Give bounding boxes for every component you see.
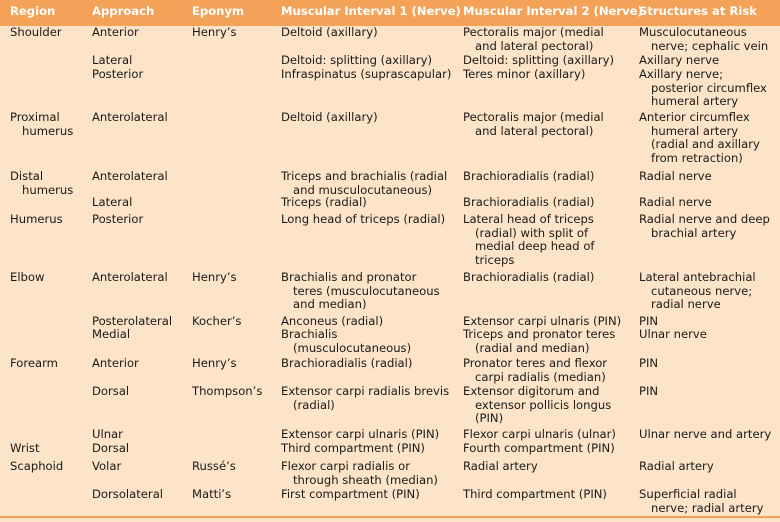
header-eponym: Eponym <box>192 4 245 18</box>
cell-structures-at-risk <box>639 26 768 53</box>
cell-muscular-interval-1-line: First compartment (PIN) <box>281 487 420 501</box>
cell-muscular-interval-1-line: Brachialis and pronator <box>281 270 417 284</box>
cell-muscular-interval-2-line: Radial artery <box>463 459 538 473</box>
cell-structures-at-risk <box>639 385 658 399</box>
cell-structures-at-risk-line: Radial nerve <box>639 195 712 209</box>
cell-muscular-interval-1-line: Triceps (radial) <box>281 195 367 209</box>
cell-structures-at-risk-line: Axillary nerve <box>639 53 720 67</box>
cell-structures-at-risk <box>639 328 707 342</box>
cell-structures-at-risk-line: Musculocutaneous <box>639 25 747 39</box>
cell-structures-at-risk-line: Radial nerve and deep <box>639 212 770 226</box>
cell-region-line: Humerus <box>10 212 63 226</box>
cell-muscular-interval-1 <box>281 196 367 210</box>
cell-muscular-interval-1-line: Brachialis <box>281 327 338 341</box>
cell-muscular-interval-2-line: Extensor carpi ulnaris (PIN) <box>463 314 622 328</box>
cell-muscular-interval-2 <box>463 328 615 355</box>
cell-structures-at-risk-line: PIN <box>639 356 659 370</box>
cell-muscular-interval-2-line: and lateral pectoral) <box>475 123 594 138</box>
cell-eponym-line: Henry’s <box>192 356 237 370</box>
cell-muscular-interval-1 <box>281 68 451 82</box>
header-region: Region <box>10 4 56 18</box>
cell-muscular-interval-2-line: Brachioradialis (radial) <box>463 169 595 183</box>
table-header-row <box>0 0 780 26</box>
cell-eponym <box>192 357 237 371</box>
cell-region <box>10 442 40 456</box>
cell-approach-line: Posterolateral <box>92 314 173 328</box>
cell-structures-at-risk <box>639 213 770 240</box>
cell-approach <box>92 357 139 371</box>
cell-eponym-line: Henry’s <box>192 25 237 39</box>
cell-structures-at-risk-line: from retraction) <box>651 150 743 165</box>
cell-muscular-interval-2-line: Extensor digitorum and <box>463 384 600 398</box>
cell-eponym <box>192 271 237 285</box>
cell-eponym-line: Henry’s <box>192 270 237 284</box>
cell-muscular-interval-2 <box>463 68 585 82</box>
cell-structures-at-risk-line: Radial nerve <box>639 169 712 183</box>
cell-muscular-interval-2-line: Pectoralis major (medial <box>463 25 604 39</box>
cell-muscular-interval-1 <box>281 213 445 227</box>
cell-structures-at-risk <box>639 357 658 371</box>
cell-approach <box>92 196 132 210</box>
cell-muscular-interval-2-line: Teres minor (axillary) <box>463 67 586 81</box>
cell-region-line: Shoulder <box>10 25 62 39</box>
cell-muscular-interval-2 <box>463 111 604 138</box>
cell-region-line: Distal <box>10 169 44 183</box>
cell-structures-at-risk-line: humeral artery <box>651 123 739 138</box>
cell-muscular-interval-2 <box>463 170 594 184</box>
cell-structures-at-risk-line: humeral artery <box>651 94 739 109</box>
cell-structures-at-risk-line: PIN <box>639 384 659 398</box>
cell-structures-at-risk-line: Superficial radial <box>639 487 737 501</box>
cell-approach-line: Anterolateral <box>92 270 168 284</box>
cell-muscular-interval-2-line: (PIN) <box>475 411 504 426</box>
cell-muscular-interval-2-line: carpi radialis (median) <box>475 369 606 384</box>
header-muscular-interval-1: Muscular Interval 1 (Nerve) <box>281 4 461 18</box>
cell-muscular-interval-1-line: Extensor carpi radialis brevis <box>281 384 450 398</box>
cell-structures-at-risk-line: radial nerve <box>651 297 721 312</box>
cell-muscular-interval-1-line: and musculocutaneous) <box>293 182 433 197</box>
cell-region-line: Scaphoid <box>10 459 64 473</box>
cell-region-line: Wrist <box>10 441 40 455</box>
cell-approach <box>92 385 129 399</box>
cell-muscular-interval-2 <box>463 442 615 456</box>
cell-muscular-interval-2 <box>463 196 594 210</box>
cell-muscular-interval-1-line: Flexor carpi radialis or <box>281 459 410 473</box>
cell-approach <box>92 68 143 82</box>
cell-approach <box>92 170 168 184</box>
cell-muscular-interval-2-line: extensor pollicis longus <box>475 397 612 412</box>
cell-eponym-line: Russé’s <box>192 459 236 473</box>
cell-muscular-interval-2-line: (radial and median) <box>475 340 590 355</box>
cell-approach-line: Posterior <box>92 212 144 226</box>
cell-muscular-interval-1 <box>281 111 378 125</box>
cell-muscular-interval-2-line: Fourth compartment (PIN) <box>463 441 615 455</box>
cell-muscular-interval-2 <box>463 271 594 285</box>
cell-structures-at-risk <box>639 170 712 184</box>
cell-region <box>10 170 73 197</box>
cell-muscular-interval-2 <box>463 26 604 53</box>
cell-approach <box>92 428 123 442</box>
cell-structures-at-risk-line: PIN <box>639 314 659 328</box>
cell-structures-at-risk-line: Axillary nerve; <box>639 67 724 81</box>
cell-structures-at-risk-line: nerve; cephalic vein <box>651 38 769 53</box>
cell-muscular-interval-1 <box>281 385 449 412</box>
cell-region <box>10 111 73 138</box>
cell-muscular-interval-2-line: Deltoid: splitting (axillary) <box>463 53 615 67</box>
cell-approach <box>92 54 132 68</box>
cell-eponym <box>192 488 231 502</box>
cell-eponym <box>192 26 237 40</box>
cell-muscular-interval-1-line: teres (musculocutaneous <box>293 283 440 298</box>
cell-muscular-interval-1-line: Brachioradialis (radial) <box>281 356 413 370</box>
cell-muscular-interval-1 <box>281 488 420 502</box>
cell-muscular-interval-2-line: Third compartment (PIN) <box>463 487 607 501</box>
cell-muscular-interval-2 <box>463 488 607 502</box>
cell-region-line: Forearm <box>10 356 58 370</box>
cell-region <box>10 271 44 285</box>
cell-structures-at-risk-line: Anterior circumflex <box>639 110 750 124</box>
cell-region <box>10 460 63 474</box>
cell-structures-at-risk <box>639 196 712 210</box>
cell-structures-at-risk-line: (radial and axillary <box>651 137 760 152</box>
cell-muscular-interval-1-line: through sheath (median) <box>293 472 438 487</box>
cell-approach <box>92 488 163 502</box>
header-structures-at-risk: Structures at Risk <box>639 4 757 18</box>
cell-region <box>10 213 63 227</box>
cell-muscular-interval-1-line: (musculocutaneous) <box>293 340 412 355</box>
cell-structures-at-risk <box>639 68 767 109</box>
cell-region-line: Elbow <box>10 270 45 284</box>
cell-muscular-interval-2 <box>463 213 595 267</box>
cell-muscular-interval-2-line: Lateral head of triceps <box>463 212 594 226</box>
cell-muscular-interval-2-line: Pectoralis major (medial <box>463 110 604 124</box>
cell-muscular-interval-2-line: medial deep head of <box>475 239 595 254</box>
cell-structures-at-risk-line: Lateral antebrachial <box>639 270 756 284</box>
cell-muscular-interval-1-line: Anconeus (radial) <box>281 314 384 328</box>
header-approach: Approach <box>92 4 155 18</box>
cell-region <box>10 357 58 371</box>
cell-muscular-interval-2-line: Brachioradialis (radial) <box>463 270 595 284</box>
cell-muscular-interval-1 <box>281 170 447 197</box>
cell-muscular-interval-1-line: Deltoid (axillary) <box>281 110 378 124</box>
header-muscular-interval-2: Muscular Interval 2 (Nerve) <box>463 4 643 18</box>
cell-muscular-interval-1-line: Extensor carpi ulnaris (PIN) <box>281 427 440 441</box>
cell-muscular-interval-2 <box>463 428 616 442</box>
cell-approach <box>92 328 130 342</box>
cell-approach <box>92 442 129 456</box>
cell-eponym-line: Matti’s <box>192 487 232 501</box>
cell-region-line: Proximal <box>10 110 60 124</box>
cell-approach-line: Anterior <box>92 356 139 370</box>
cell-approach-line: Anterolateral <box>92 169 168 183</box>
cell-muscular-interval-1-line: Long head of triceps (radial) <box>281 212 446 226</box>
cell-approach-line: Lateral <box>92 195 133 209</box>
cell-structures-at-risk-line: posterior circumflex <box>651 80 767 95</box>
cell-approach-line: Dorsal <box>92 384 130 398</box>
cell-approach-line: Posterior <box>92 67 144 81</box>
cell-muscular-interval-1 <box>281 328 411 355</box>
cell-muscular-interval-1 <box>281 442 425 456</box>
cell-structures-at-risk-line: Ulnar nerve and artery <box>639 427 772 441</box>
cell-muscular-interval-2-line: (radial) with split of <box>475 225 589 240</box>
cell-region <box>10 26 62 40</box>
cell-approach-line: Medial <box>92 327 131 341</box>
cell-structures-at-risk-line: cutaneous nerve; <box>651 283 753 298</box>
cell-approach <box>92 460 121 474</box>
cell-region-line: humerus <box>22 123 74 138</box>
cell-approach <box>92 271 168 285</box>
cell-muscular-interval-1 <box>281 271 440 312</box>
cell-structures-at-risk <box>639 460 714 474</box>
cell-muscular-interval-1-line: Third compartment (PIN) <box>281 441 425 455</box>
cell-structures-at-risk-line: nerve; radial artery <box>651 500 764 515</box>
cell-muscular-interval-1-line: Deltoid: splitting (axillary) <box>281 53 433 67</box>
cell-approach-line: Dorsal <box>92 441 130 455</box>
cell-structures-at-risk-line: Radial artery <box>639 459 714 473</box>
cell-approach-line: Anterolateral <box>92 110 168 124</box>
cell-muscular-interval-1-line: and median) <box>293 297 367 312</box>
cell-muscular-interval-1 <box>281 460 438 487</box>
cell-approach <box>92 213 143 227</box>
cell-eponym <box>192 385 262 399</box>
cell-muscular-interval-2-line: and lateral pectoral) <box>475 38 594 53</box>
cell-eponym-line: Thompson’s <box>192 384 263 398</box>
cell-eponym <box>192 460 236 474</box>
cell-approach-line: Volar <box>92 459 122 473</box>
cell-structures-at-risk <box>639 271 756 312</box>
cell-muscular-interval-2-line: Flexor carpi ulnaris (ulnar) <box>463 427 616 441</box>
cell-muscular-interval-2-line: triceps <box>475 252 515 267</box>
cell-structures-at-risk <box>639 111 760 165</box>
cell-structures-at-risk <box>639 54 719 68</box>
cell-muscular-interval-1 <box>281 428 439 442</box>
cell-muscular-interval-1-line: Triceps and brachialis (radial <box>281 169 448 183</box>
cell-structures-at-risk <box>639 488 763 515</box>
cell-muscular-interval-1 <box>281 54 432 68</box>
cell-muscular-interval-1-line: Infraspinatus (suprascapular) <box>281 67 452 81</box>
cell-structures-at-risk-line: brachial artery <box>651 225 737 240</box>
cell-structures-at-risk <box>639 428 771 442</box>
cell-approach-line: Dorsolateral <box>92 487 164 501</box>
cell-muscular-interval-2 <box>463 357 607 384</box>
cell-muscular-interval-2 <box>463 54 614 68</box>
cell-muscular-interval-1 <box>281 357 412 371</box>
cell-region-line: humerus <box>22 182 74 197</box>
cell-eponym <box>192 315 241 329</box>
cell-approach <box>92 26 139 40</box>
cell-eponym-line: Kocher’s <box>192 314 242 328</box>
cell-approach-line: Lateral <box>92 53 133 67</box>
cell-approach-line: Ulnar <box>92 427 123 441</box>
cell-muscular-interval-2 <box>463 385 611 426</box>
cell-muscular-interval-2-line: Triceps and pronator teres <box>463 327 616 341</box>
cell-muscular-interval-1-line: Deltoid (axillary) <box>281 25 378 39</box>
cell-structures-at-risk-line: Ulnar nerve <box>639 327 707 341</box>
cell-muscular-interval-2-line: Brachioradialis (radial) <box>463 195 595 209</box>
cell-muscular-interval-1 <box>281 26 378 40</box>
cell-approach <box>92 111 168 125</box>
table-bottom-rule <box>0 516 780 518</box>
cell-muscular-interval-1-line: (radial) <box>293 397 335 412</box>
cell-muscular-interval-2 <box>463 460 538 474</box>
cell-approach-line: Anterior <box>92 25 139 39</box>
cell-muscular-interval-2-line: Pronator teres and flexor <box>463 356 608 370</box>
